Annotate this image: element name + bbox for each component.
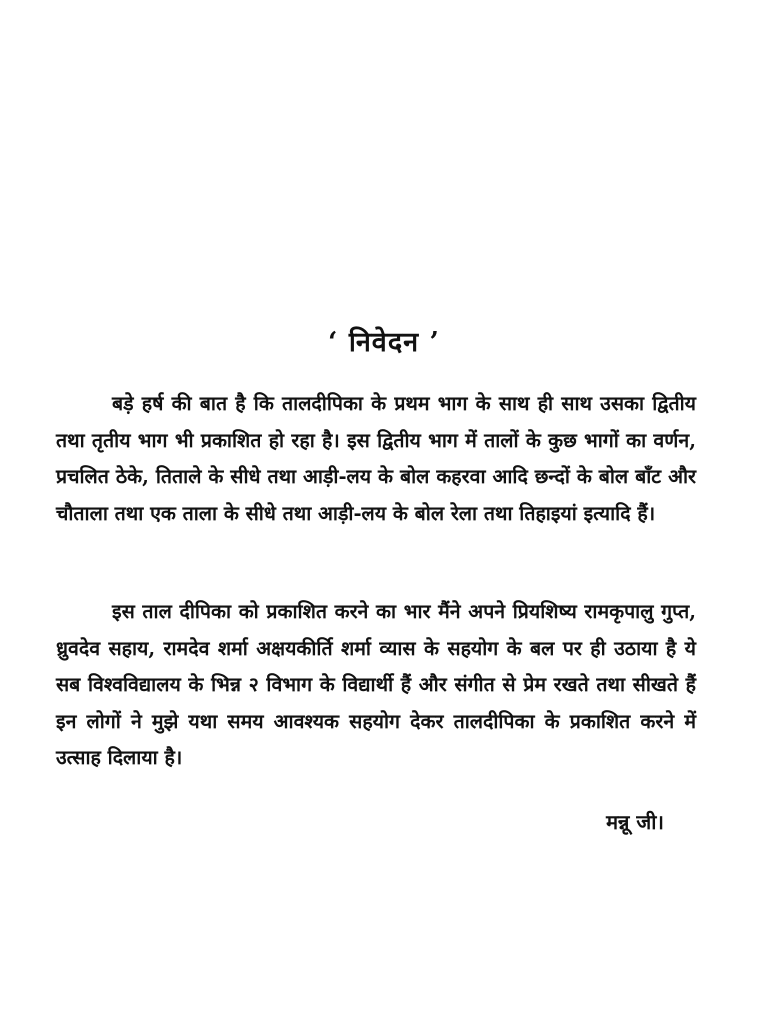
paragraph-2: [56, 594, 696, 777]
paragraph-1-text: बड़े हर्ष की बात है कि तालदीपिका के प्रथम भाग के साथ ही साथ उसका द्वितीय तथा तृतीय भाग भी प्रकाशित हो रहा है। इस द्वितीय भाग में तालों के कुछ भागों का वर्णन, प्रचलित ठेके, तिताले के सीधे तथा आड़ी-लय के बोल कहरवा आदि छन्दों के बोल बाँट और चौताला तथा एक ताला के सीधे तथा आड़ी-लय के बोल रेला तथा तिहाइयां इत्यादि हैं।: [56, 392, 696, 525]
signature: मन्नू जी।: [606, 810, 664, 834]
paragraph-2-text: इस ताल दीपिका को प्रकाशित करने का भार मैंने अपने प्रियशिष्य रामकृपालु गुप्त, ध्रुवदेव सहाय, रामदेव शर्मा अक्षयकीर्ति शर्मा व्यास के सहयोग के बल पर ही उठाया है ये सब विश्वविद्यालय के भिन्न २ विभाग के विद्यार्थी हैं और संगीत से प्रेम रखते तथा सीखते हैं इन लोगों ने मुझे यथा समय आवश्यक सहयोग देकर तालदीपिका के प्रकाशित करने में उत्साह दिलाया है।: [56, 600, 696, 769]
page-title: ‘ निवेदन ’: [328, 327, 440, 358]
paragraph-1: [56, 386, 696, 532]
